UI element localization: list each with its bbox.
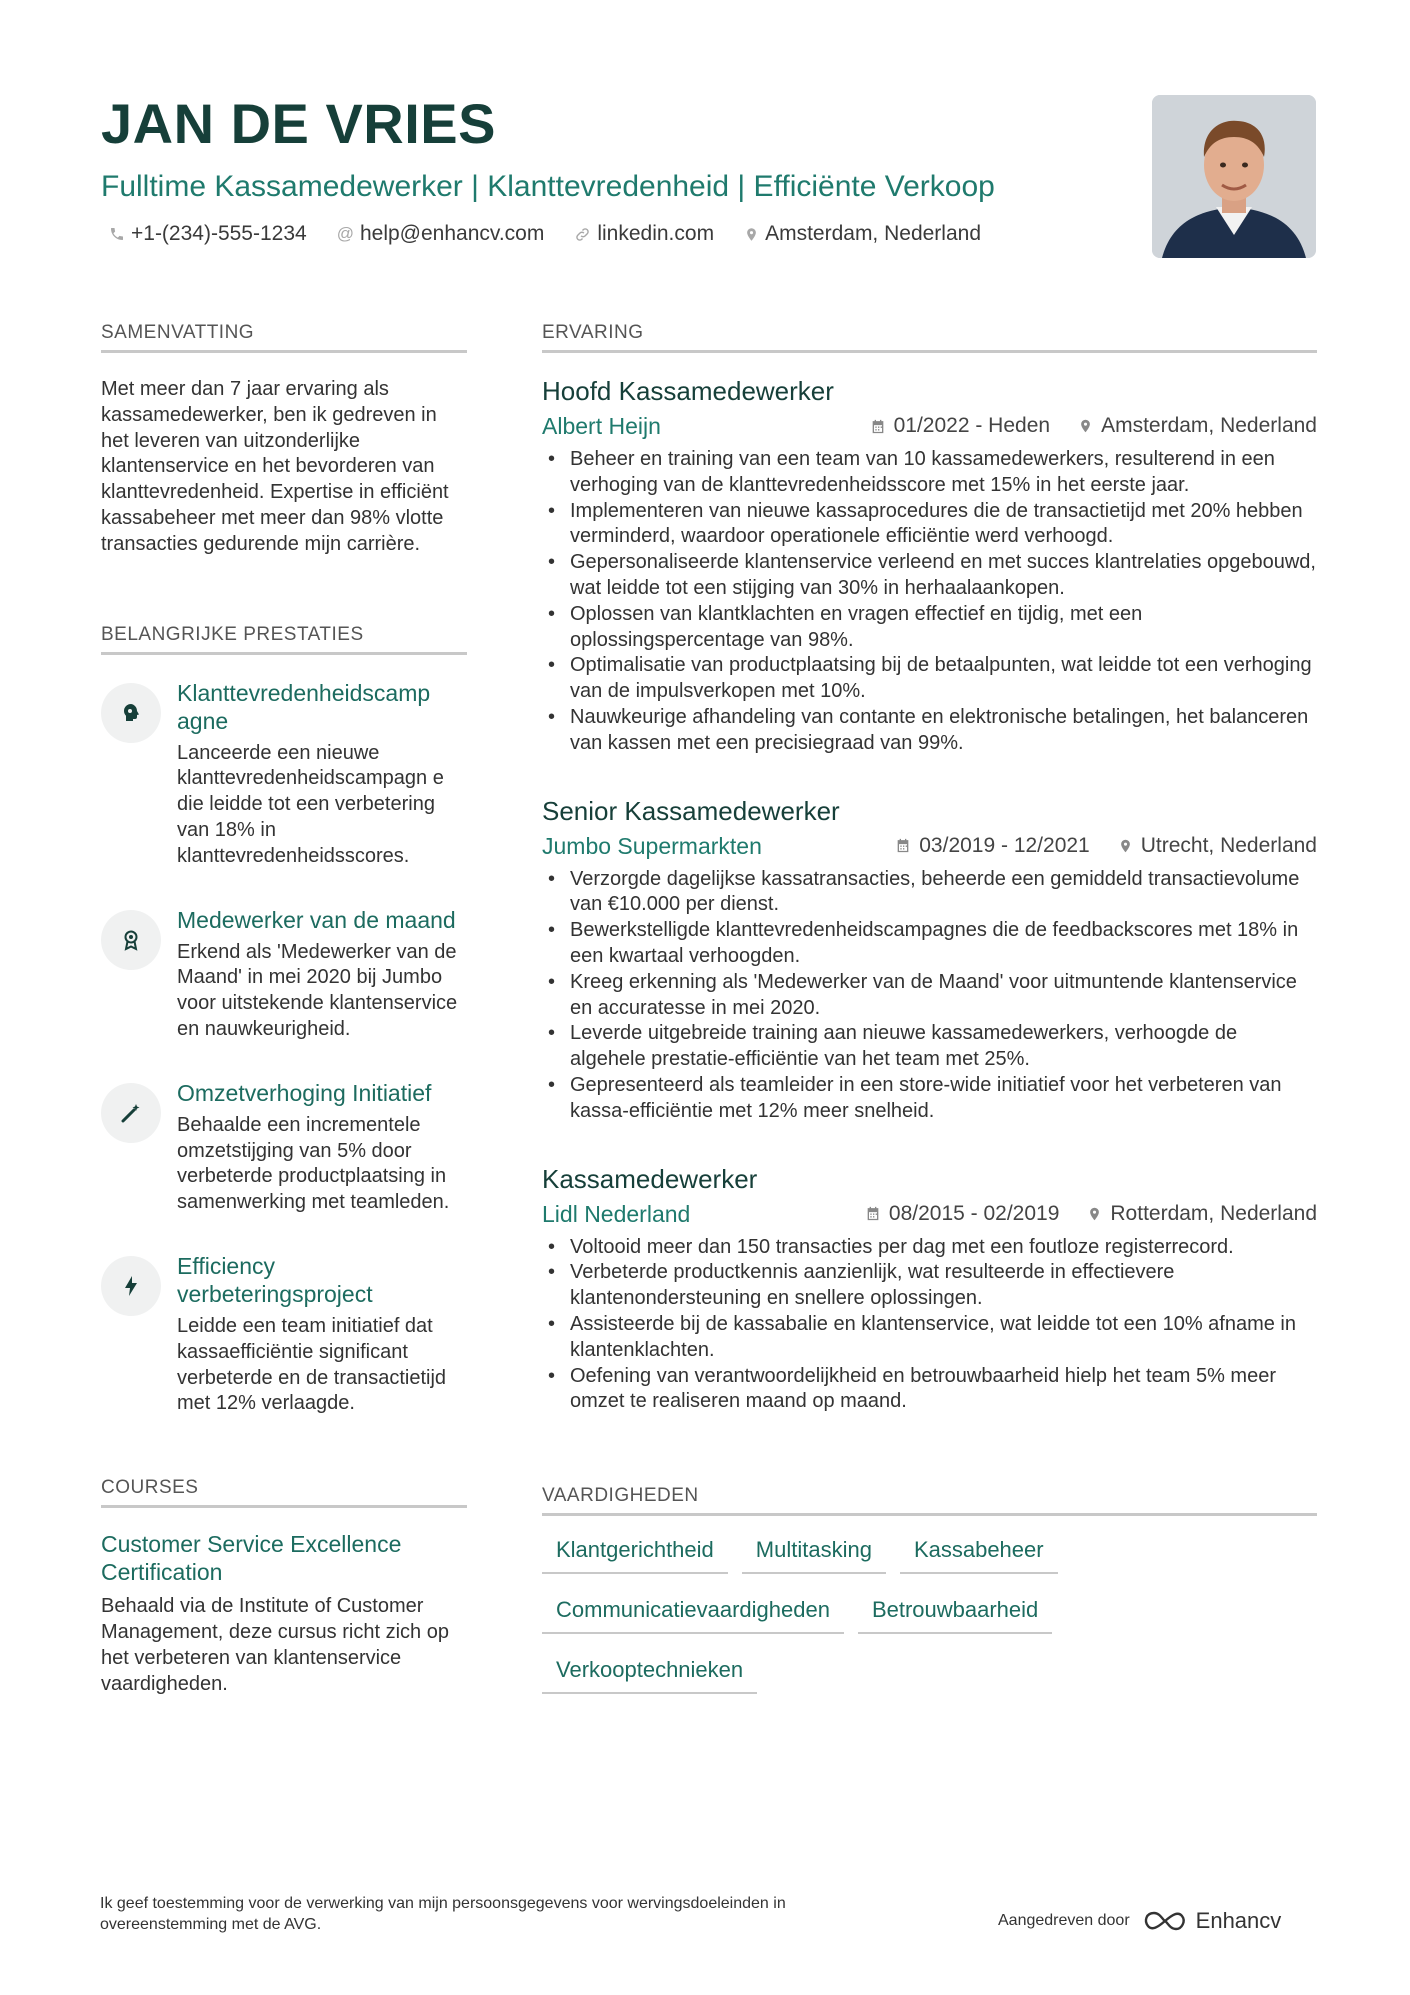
location-text: Amsterdam, Nederland — [765, 222, 982, 245]
job-dates-text: 03/2019 - 12/2021 — [919, 833, 1090, 857]
resume-header — [101, 92, 1141, 246]
achievement-desc: Erkend als 'Medewerker van de Maand' in mei 2020 bij Jumbo voor uitstekende klantenservice en nauwkeurigheid. — [177, 940, 458, 1040]
job-bullet: • Verbeterde productkennis aanzienlijk, wat resulteerde in effectievere klantenondersteuning en snellere oplossingen. — [542, 1260, 1317, 1312]
brand-name[interactable]: Enhancv — [1195, 1908, 1282, 1933]
job-meta — [542, 1199, 1317, 1229]
job-bullet: • Gepresenteerd als teamleider in een store-wide initiatief voor het verbeteren van kassa-efficiëntie met 12% meer snelheid. — [542, 1073, 1317, 1125]
calendar-icon — [870, 418, 886, 435]
achievement-item — [101, 679, 467, 870]
powered-by[interactable] — [998, 1908, 1281, 1934]
lightning-icon — [101, 1256, 161, 1316]
achievement-title: Medewerker van de maand — [177, 906, 456, 933]
job-meta — [542, 831, 1317, 861]
job-location — [1118, 831, 1317, 861]
job-bullet: • Implementeren van nieuwe kassaprocedures die de transactietijd met 20% hebben verminderd, waardoor operationele efficiëntie werd verhoogd. — [542, 499, 1317, 551]
job-company: Albert Heijn — [542, 413, 661, 439]
job-bullet: • Optimalisatie van productplaatsing bij de betaalpunten, wat leidde tot een verhoging van de impulsverkopen met 10%. — [542, 653, 1317, 705]
achievement-title: Efficiency verbeteringsproject — [177, 1252, 373, 1307]
brand-logo[interactable] — [1142, 1908, 1282, 1934]
contact-phone — [109, 222, 307, 246]
achievement-title: Klanttevredenheidscamp agne — [177, 679, 431, 734]
job-title: Senior Kassamedewerker — [542, 795, 840, 826]
skills-heading: VAARDIGHEDEN — [542, 1483, 1317, 1516]
achievement-item — [101, 906, 467, 1043]
achievement-title: Omzetverhoging Initiatief — [177, 1079, 432, 1106]
job-bullet: • Beheer en training van een team van 10 kassamedewerkers, resulterend in een verhoging van de klanttevredenheidsscore met 15% in het eerste jaar. — [542, 447, 1317, 499]
job-bullet: • Nauwkeurige afhandeling van contante en elektronische betalingen, het balanceren van kassen met een precisiegraad van 99%. — [542, 705, 1317, 757]
job-bullet: • Assisteerde bij de kassabalie en klantenservice, wat leidde tot een 10% afname in klantenklachten. — [542, 1312, 1317, 1364]
phone-text: +1-(234)-555-1234 — [131, 222, 307, 245]
skill-tag: Klantgerichtheid — [542, 1530, 728, 1574]
email-text[interactable]: help@enhancv.com — [359, 222, 545, 245]
location-pin-icon — [1087, 1205, 1102, 1223]
job-location — [1087, 1199, 1317, 1229]
candidate-name: JAN DE VRIES — [101, 92, 496, 155]
job-location-text: Utrecht, Nederland — [1140, 833, 1317, 857]
enhancv-logo-icon — [1142, 1909, 1188, 1933]
job-title: Hoofd Kassamedewerker — [542, 376, 834, 406]
contact-location — [744, 222, 981, 246]
consent-note: Ik geef toestemming voor de verwerking van mijn persoonsgegevens voor wervingsdoeleinden in overeenstemming met de AVG. — [100, 1895, 786, 1933]
courses-section — [101, 1475, 467, 1697]
summary-text: Met meer dan 7 jaar ervaring als kassamedewerker, ben ik gedreven in het leveren van uitzonderlijke klantenservice en het bevorderen van klanttevredenheid. Expertise in efficiënt kassabeheer met meer dan 98% vlotte transacties gedurende mijn carrière. — [101, 378, 449, 555]
skill-tag: Multitasking — [742, 1530, 886, 1574]
job-bullet: • Verzorgde dagelijkse kassatransacties, beheerde een gemiddeld transactievolume van €10.000 per dienst. — [542, 867, 1317, 919]
candidate-subtitle: Fulltime Kassamedewerker | Klanttevredenheid | Efficiënte Verkoop — [101, 170, 995, 203]
job-company: Jumbo Supermarkten — [542, 832, 762, 859]
at-icon: @ — [336, 224, 354, 243]
course-desc: Behaald via de Institute of Customer Management, deze cursus richt zich op het verbeteren van klantenservice vaardigheden. — [101, 1595, 449, 1695]
achievement-item — [101, 1079, 467, 1216]
courses-heading: COURSES — [101, 1475, 467, 1508]
skill-tag: Betrouwbaarheid — [858, 1590, 1052, 1634]
location-pin-icon — [1078, 417, 1093, 435]
contact-linkedin[interactable] — [574, 222, 714, 246]
profile-photo — [1152, 95, 1316, 258]
summary-section — [101, 320, 467, 558]
award-icon — [101, 910, 161, 970]
job-bullet: • Voltooid meer dan 150 transacties per dag met een foutloze registerrecord. — [542, 1235, 1317, 1261]
achievements-heading: BELANGRIJKE PRESTATIES — [101, 622, 467, 655]
job-dates — [895, 831, 1089, 861]
linkedin-text[interactable]: linkedin.com — [597, 222, 715, 245]
job-company: Lidl Nederland — [542, 1200, 691, 1227]
link-icon — [574, 226, 591, 243]
job-location-text: Amsterdam, Nederland — [1101, 414, 1317, 437]
job-entry — [542, 1163, 1317, 1416]
job-bullet: • Oplossen van klantklachten en vragen effectief en tijdig, met een oplossingspercentage van 98%. — [542, 602, 1317, 654]
achievement-desc: Behaalde een incrementele omzetstijging van 5% door verbeterde productplaatsing in samenwerking met teamleden. — [177, 1113, 450, 1214]
job-bullets — [542, 1235, 1317, 1416]
skills-section — [542, 1483, 1317, 1694]
skill-tag: Kassabeheer — [900, 1530, 1058, 1574]
right-column — [542, 320, 1317, 1694]
calendar-icon — [865, 1205, 881, 1222]
job-bullet: • Leverde uitgebreide training aan nieuwe kassamedewerkers, verhoogde de algehele prestatie-efficiëntie van het team met 25%. — [542, 1021, 1317, 1073]
head-icon — [101, 683, 161, 743]
left-column — [101, 320, 467, 1697]
contact-email[interactable] — [337, 222, 545, 246]
job-location-text: Rotterdam, Nederland — [1110, 1201, 1317, 1225]
phone-icon — [109, 226, 125, 242]
job-dates-text: 01/2022 - Heden — [893, 414, 1051, 437]
job-bullets — [542, 447, 1317, 757]
achievement-item — [101, 1252, 467, 1417]
job-meta — [542, 411, 1317, 441]
job-bullet: • Bewerkstelligde klanttevredenheidscampagnes die de feedbackscores met 18% in een kwartaal verhoogden. — [542, 918, 1317, 970]
job-bullet: • Oefening van verantwoordelijkheid en betrouwbaarheid hielp het team 5% meer omzet te realiseren maand op maand. — [542, 1364, 1317, 1416]
skill-tag: Communicatievaardigheden — [542, 1590, 844, 1634]
achievements-section — [101, 622, 467, 1418]
job-location — [1078, 411, 1317, 441]
summary-heading: SAMENVATTING — [101, 320, 467, 353]
achievement-desc: Leidde een team initiatief dat kassaefficiëntie significant verbeterde en de transactietijd met 12% verlaagde. — [177, 1314, 447, 1415]
job-entry — [542, 795, 1317, 1125]
job-entry — [542, 375, 1317, 757]
job-bullet: • Gepersonaliseerde klantenservice verleend en met succes klantrelaties opgebouwd, wat leidde tot een stijging van 30% in herhaalaankopen. — [542, 550, 1317, 602]
location-pin-icon — [744, 226, 759, 243]
location-pin-icon — [1118, 837, 1133, 855]
job-title: Kassamedewerker — [542, 1163, 758, 1194]
skill-tag: Verkooptechnieken — [542, 1650, 757, 1694]
job-dates-text: 08/2015 - 02/2019 — [888, 1201, 1060, 1225]
contact-bar — [101, 222, 1141, 246]
calendar-icon — [895, 837, 911, 854]
job-bullet: • Kreeg erkenning als 'Medewerker van de Maand' voor uitmuntende klantenservice en accuratesse in mei 2020. — [542, 970, 1317, 1022]
skills-list — [542, 1530, 1162, 1694]
job-dates — [870, 411, 1050, 441]
course-title: Customer Service Excellence Certification — [101, 1531, 402, 1586]
powered-by-label: Aangedreven door — [998, 1912, 1130, 1929]
experience-section — [542, 320, 1317, 1415]
job-dates — [865, 1199, 1059, 1229]
job-bullets — [542, 867, 1317, 1125]
magic-wand-icon — [101, 1083, 161, 1143]
achievement-desc: Lanceerde een nieuwe klanttevredenheidscampagn e die leidde tot een verbetering van 18% in klanttevredenheidsscores. — [177, 741, 444, 867]
experience-heading: ERVARING — [542, 320, 1317, 353]
